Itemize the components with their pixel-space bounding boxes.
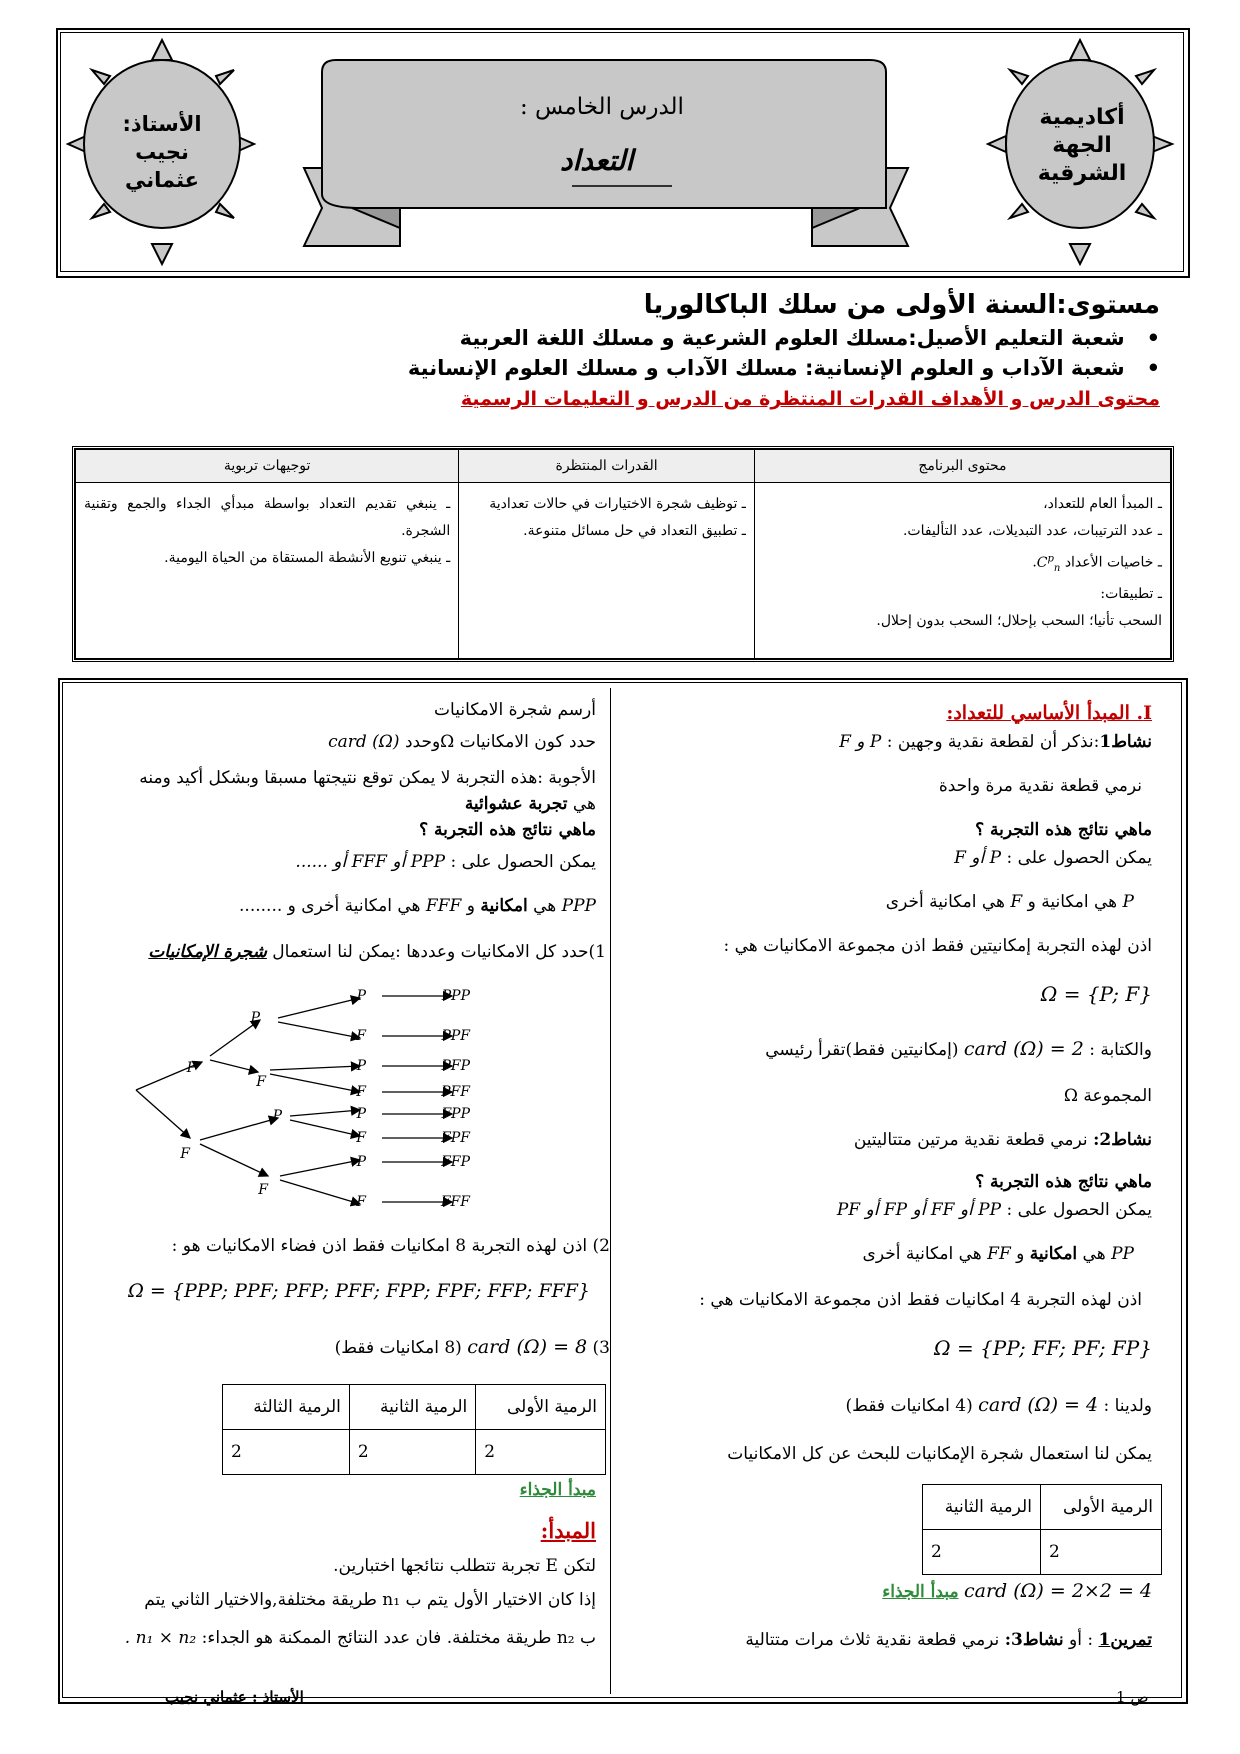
card-expr: card (Ω) [328, 732, 400, 752]
badge-spike [1136, 70, 1154, 84]
left-line [295, 852, 596, 872]
result-line: يمكن لنا استعمال شجرة الإمكانيات للبحث عن كل الامكانيات [727, 1444, 1152, 1464]
principle-title: المبدأ: [540, 1518, 596, 1543]
tree-branch [136, 1090, 190, 1138]
math-expr: P أو F [954, 848, 1002, 868]
math-expr: PP أو FF أو FP أو PF [836, 1200, 1002, 1220]
badge-spike [92, 70, 110, 84]
text: (4 امكانيات فقط) [845, 1396, 973, 1416]
tree-node: F [356, 1084, 366, 1100]
random-experiment: تجربة عشوائية [464, 794, 568, 814]
branch-2 [408, 356, 1160, 380]
tree-branch [278, 998, 360, 1018]
academy-line: أكاديمية [1039, 105, 1125, 130]
tree-branch [280, 1160, 360, 1176]
branch-1-text: شعبة التعليم الأصيل:مسلك العلوم الشرعية و مسلك اللغة العربية [459, 326, 1125, 350]
card-expr: card (Ω) = 8 [467, 1336, 588, 1358]
principle-line: لتكن E تجربة تتطلب نتائجها اختبارين. [333, 1556, 596, 1576]
content-line: ـ عدد الترتيبات، عدد التبديلات، عدد التأليفات. [902, 523, 1162, 539]
text: (8 امكانيات فقط) [334, 1338, 462, 1358]
abilities-cell [459, 483, 755, 659]
activity-label: نشاط2: [1093, 1130, 1152, 1150]
page-number: ص 1 [1116, 1688, 1149, 1706]
badge-spike [1010, 204, 1028, 218]
throws-table-2 [922, 1484, 1162, 1575]
product-label: مبدأ الجذاء [882, 1582, 959, 1602]
principle-line [125, 1628, 596, 1648]
cnp-symbol: $C^p_n$ [1036, 553, 1061, 574]
result-line [886, 892, 1134, 912]
content-line: ـ المبدأ العام للتعداد، [1043, 496, 1162, 512]
badge-spike [216, 204, 234, 218]
math-expr: PPP [561, 896, 596, 916]
math-expr: PPP أو FFF أو ...... [295, 852, 446, 872]
text: 3) [592, 1338, 610, 1358]
card-expr: card (Ω) = 2×2 = 4 [963, 1580, 1152, 1602]
table-cell: 2 [349, 1430, 475, 1475]
teacher-name [92, 110, 232, 194]
tree-node: F [180, 1146, 190, 1162]
tree-term: شجرة الإمكانيات [148, 942, 267, 962]
header-abilities: القدرات المنتظرة [459, 450, 755, 483]
content-cell [754, 483, 1170, 659]
section-title: I. المبدأ الأساسي للتعداد: [946, 702, 1152, 724]
text: حدد كون الامكانيات Ωوحدد [404, 732, 596, 752]
tree-branch [270, 1074, 360, 1092]
header-content: محتوى البرنامج [754, 450, 1170, 483]
tree-outcome: PPF [441, 1028, 470, 1044]
question: ماهي نتائج هذه التجربة ؟ [419, 820, 596, 840]
tree-node: P [272, 1108, 282, 1124]
question: ماهي نتائج هذه التجربة ؟ [975, 820, 1152, 840]
result-line [765, 1038, 1152, 1060]
tree-branch [290, 1120, 360, 1136]
tree-node: F [356, 1130, 366, 1146]
result-line: اذن لهذه التجربة 4 امكانيات فقط اذن مجموعة الامكانيات هي : [699, 1290, 1142, 1310]
card-expr: card (Ω) = 2 [963, 1038, 1084, 1060]
badge-spike [1070, 40, 1090, 60]
text: (إمكانيتين فقط)تقرأ رئيسي [765, 1040, 959, 1060]
omega-set: Ω = {P; F} [1040, 982, 1152, 1006]
level-title: مستوى:السنة الأولى من سلك الباكالوريا [643, 290, 1160, 320]
product-line [882, 1580, 1152, 1602]
tree-outcome: FFP [441, 1154, 470, 1170]
text: هي امكانية و [1027, 892, 1118, 912]
table-cell: 2 [1040, 1530, 1161, 1575]
program-grid [75, 449, 1171, 659]
card-expr: card (Ω) = 4 [978, 1394, 1099, 1416]
tree-outcome: PPP [441, 988, 470, 1004]
tree-node: P [250, 1010, 260, 1026]
text: هي امكانية أخرى و ........ [239, 896, 421, 916]
academy-name [1012, 104, 1152, 188]
result-line: المجموعة Ω [1063, 1086, 1152, 1106]
text: ولدينا : [1103, 1396, 1152, 1416]
badge-spike [152, 40, 172, 60]
text: : أو [1069, 1630, 1094, 1650]
left-line [328, 732, 596, 752]
result-line [863, 1244, 1134, 1264]
math-expr: FFF [425, 896, 462, 916]
can-get: يمكن الحصول على : [450, 852, 596, 872]
tree-node: P [356, 1106, 366, 1122]
activity-1-throw: نرمي قطعة نقدية مرة واحدة [938, 776, 1142, 796]
activity-text: نرمي قطعة نقدية مرتين متتاليتين [853, 1130, 1088, 1150]
math-expr: P و F [839, 732, 882, 752]
tree-branch [280, 1180, 360, 1204]
table-header: الرمية الثانية [923, 1485, 1041, 1530]
tree-outcome: PFF [441, 1084, 470, 1100]
badge-spike [1070, 244, 1090, 264]
footer-teacher: الأستاذ : عثماني نجيب [165, 1688, 304, 1706]
guidance-line: ـ ينبغي تنويع الأنشطة المستقاة من الحياة اليومية. [164, 550, 451, 566]
tree-node: P [186, 1060, 196, 1076]
left-line: PPP هي امكانية و FFF هي امكانية أخرى و ........ [239, 896, 596, 916]
exercise-line [745, 1630, 1152, 1650]
exercise-label: تمرين1 [1098, 1630, 1152, 1650]
activity-2 [854, 1130, 1152, 1150]
tree-branch [200, 1144, 268, 1176]
question: ماهي نتائج هذه التجربة ؟ [975, 1172, 1152, 1192]
tree-node: F [256, 1074, 266, 1090]
text: والكتابة : [1089, 1040, 1152, 1060]
tree-branch [270, 1066, 360, 1070]
tree-branch [200, 1118, 278, 1140]
tree-branch [290, 1110, 360, 1116]
activity-text: :نذكر أن لقطعة نقدية وجهين : [886, 732, 1100, 752]
text: امكانية [480, 896, 528, 916]
table-header: الرمية الثالثة [223, 1385, 350, 1430]
content-line: السحب تأنيا؛ السحب بإحلال؛ السحب بدون إحلال. [876, 613, 1162, 630]
bullet-icon: • [1124, 326, 1160, 350]
bullet-icon: • [1124, 356, 1160, 380]
tree-branch [278, 1022, 360, 1038]
left-line: الأجوبة :هذه التجربة لا يمكن توقع نتيجتها مسبقا وبشكل أكيد ومنه [139, 768, 596, 788]
result-line [837, 1200, 1152, 1220]
math-expr: n₁ × n₂ . [124, 1628, 197, 1648]
badge-spike [988, 136, 1006, 152]
tree-node: P [356, 1154, 366, 1170]
tree-branch [210, 1060, 258, 1072]
tree-node: F [356, 1028, 366, 1044]
tree-node: F [356, 1194, 366, 1210]
tree-node: P [356, 1058, 366, 1074]
math-expr: PP [1111, 1244, 1134, 1264]
badge-spike [92, 204, 110, 218]
tree-outcome: FPF [441, 1130, 470, 1146]
text: هي امكانية أخرى [885, 892, 1005, 912]
header-guidance: توجيهات تربوية [76, 450, 459, 483]
math-expr: F [1010, 892, 1023, 912]
result-line [846, 1394, 1152, 1416]
probability-tree [120, 980, 600, 1210]
content-line-cnp: ـ خاصيات الأعداد $C^p_n$. [1032, 553, 1162, 574]
activity-label: نشاط1 [1099, 732, 1152, 752]
activity-1 [839, 732, 1152, 752]
badge-spike [1136, 204, 1154, 218]
lesson-title: التعداد [560, 144, 634, 177]
table-cell: 2 [476, 1430, 606, 1475]
academy-line: الجهة [1052, 133, 1112, 158]
omega-set: Ω = {PP; FF; PF; FP} [934, 1336, 1152, 1360]
table-cell: 2 [223, 1430, 350, 1475]
teacher-line: نجيب [135, 140, 189, 164]
left-line [148, 942, 606, 962]
result-line: اذن لهذه التجربة إمكانيتين فقط اذن مجموعة الامكانيات هي : [723, 936, 1152, 956]
guidance-line: ـ ينبغي تقديم التعداد بواسطة مبدأي الجداء والجمع وتقنية الشجرة. [84, 496, 451, 539]
result-line [954, 848, 1152, 868]
text: ب n₂ طريقة مختلفة. فان عدد النتائج الممكنة هو الجداء: [201, 1628, 596, 1648]
math-expr: P [1122, 892, 1134, 912]
tree-node: P [356, 988, 366, 1004]
text: هي امكانية و [1016, 1244, 1106, 1264]
teacher-line: الأستاذ: [122, 112, 202, 136]
math-expr: FF [987, 1244, 1011, 1264]
branch-1 [460, 326, 1160, 350]
table-header: الرمية الأولى [1040, 1485, 1161, 1530]
academy-line: الشرقية [1037, 161, 1127, 186]
objectives-heading: محتوى الدرس و الأهداف القدرات المنتظرة من الدرس و التعليمات الرسمية [460, 388, 1160, 410]
left-line [335, 1336, 610, 1358]
program-table [72, 446, 1174, 662]
branch-2-text: شعبة الآداب و العلوم الإنسانية: مسلك الآداب و مسلك العلوم الإنسانية [407, 356, 1125, 380]
lesson-number: الدرس الخامس : [520, 94, 684, 120]
badge-spike [1010, 70, 1028, 84]
cnp-letter: C [1036, 554, 1048, 571]
ability-line: ـ توظيف شجرة الاختيارات في حالات تعدادية [489, 496, 746, 512]
tree-outcome: PFP [441, 1058, 470, 1074]
badge-spike [152, 244, 172, 264]
table-cell: 2 [923, 1530, 1041, 1575]
left-line: 2) اذن لهذه التجربة 8 امكانيات فقط اذن فضاء الامكانيات هو : [171, 1236, 610, 1256]
activity-text: نرمي قطعة نقدية ثلاث مرات متتالية [745, 1630, 1000, 1650]
text: هي امكانية أخرى [862, 1244, 982, 1264]
throws-table-3 [222, 1384, 606, 1475]
left-line [465, 794, 596, 814]
teacher-line: عثماني [124, 168, 199, 192]
can-get: يمكن الحصول على : [1006, 1200, 1152, 1220]
column-divider [610, 688, 611, 1694]
guidance-cell [76, 483, 459, 659]
tree-outcome: FFF [440, 1194, 470, 1210]
product-label: مبدأ الجذاء [519, 1480, 596, 1500]
tree-outcome: FPP [441, 1106, 470, 1122]
can-get: يمكن الحصول على : [1006, 848, 1152, 868]
content-line: ـ خاصيات الأعداد [1064, 554, 1162, 571]
activity-label: نشاط3: [1004, 1630, 1064, 1650]
text: هي [572, 794, 596, 814]
ability-line: ـ تطبيق التعداد في حل مسائل متنوعة. [523, 523, 746, 539]
tree-node: F [258, 1182, 268, 1198]
left-line: أرسم شجرة الامكانيات [434, 700, 596, 720]
badge-spike [216, 70, 234, 84]
omega-set: Ω = {PPP; PPF; PFP; PFF; FPP; FPF; FFP; FFF} [128, 1280, 590, 1302]
table-header: الرمية الثانية [349, 1385, 475, 1430]
principle-line: إذا كان الاختيار الأول يتم ب n₁ طريقة مختلفة,والاختيار الثاني يتم [144, 1590, 596, 1610]
text: 1)حدد كل الامكانيات وعددها :يمكن لنا استعمال [272, 942, 606, 962]
table-header: الرمية الأولى [476, 1385, 606, 1430]
text: هي [533, 896, 557, 916]
content-line: ـ تطبيقات: [1100, 586, 1162, 603]
